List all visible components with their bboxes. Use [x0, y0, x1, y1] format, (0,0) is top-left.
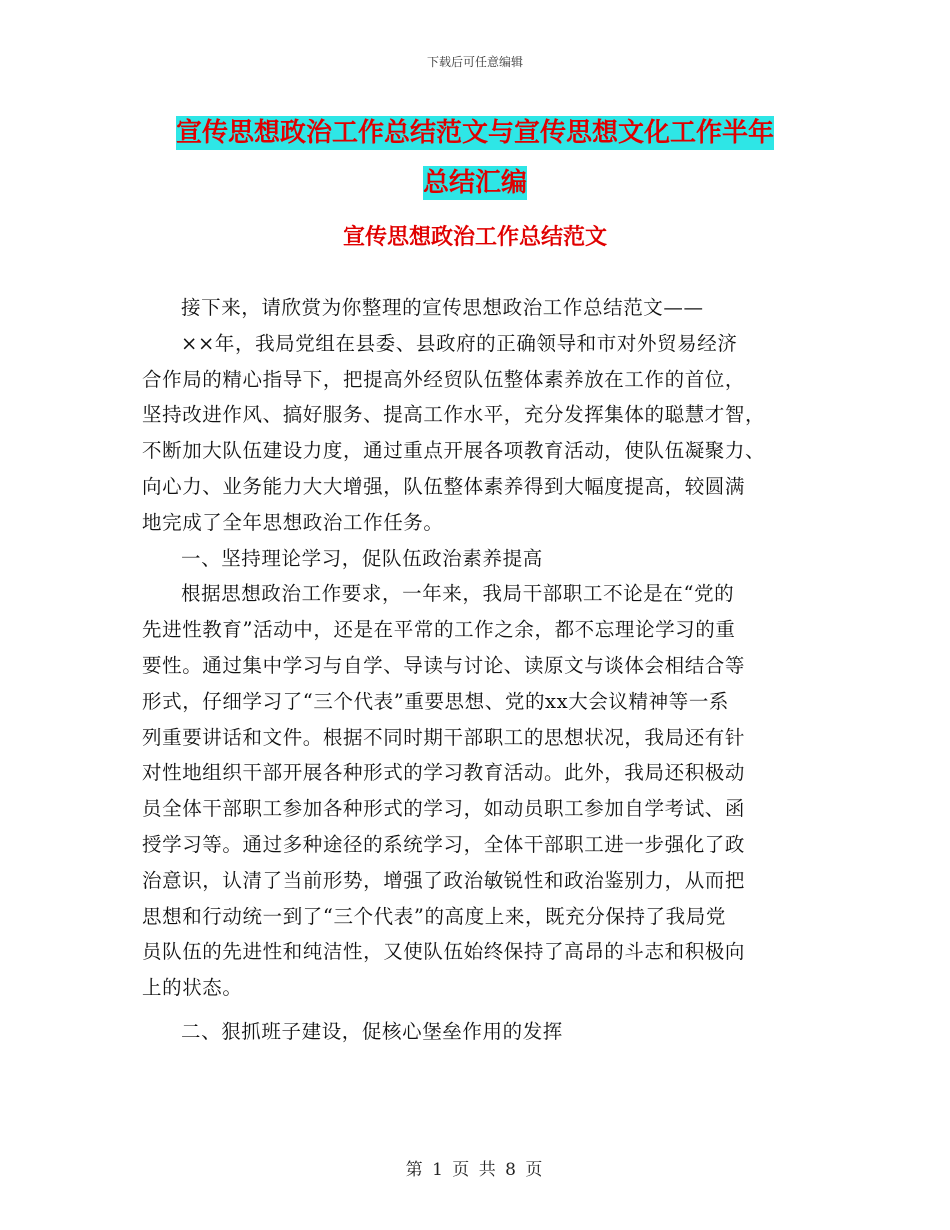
body-line: 授学习等。通过多种途径的系统学习，全体干部职工进一步强化了政 [142, 832, 746, 856]
body-line: 向心力、业务能力大大增强，队伍整体素养得到大幅度提高，较圆满 [142, 474, 746, 498]
body-line: 列重要讲话和文件。根据不同时期干部职工的思想状况，我局还有针 [142, 725, 746, 749]
body-line: 上的状态。 [142, 976, 243, 1000]
section-title: 宣传思想政治工作总结范文 [342, 224, 607, 250]
body-line: 要性。通过集中学习与自学、导读与讨论、读原文与谈体会相结合等 [142, 653, 746, 677]
body-line: 治意识，认清了当前形势，增强了政治敏锐性和政治鉴别力，从而把 [142, 868, 746, 892]
heading-2: 二、狠抓班子建设，促核心堡垒作用的发挥 [181, 1019, 563, 1043]
title-line-2: 总结汇编 [422, 168, 527, 198]
body-line: 员队伍的先进性和纯洁性，又使队伍始终保持了高昂的斗志和积极向 [142, 940, 746, 964]
heading-1: 一、坚持理论学习，促队伍政治素养提高 [181, 546, 543, 570]
body-line: ××年，我局党组在县委、县政府的正确领导和市对外贸易经济 [181, 331, 738, 355]
body-line: 对性地组织干部开展各种形式的学习教育活动。此外，我局还积极动 [142, 761, 746, 785]
body-line: 接下来，请欣赏为你整理的宣传思想政治工作总结范文—— [181, 296, 704, 319]
body-line: 根据思想政治工作要求，一年来，我局干部职工不论是在“党的 [181, 582, 735, 606]
body-line: 坚持改进作风、搞好服务、提高工作水平，充分发挥集体的聪慧才智， [142, 403, 766, 427]
document-body [142, 290, 812, 1050]
body-line: 思想和行动统一到了“三个代表”的高度上来，既充分保持了我局党 [142, 904, 726, 928]
body-line: 员全体干部职工参加各种形式的学习，如动员职工参加自学考试、函 [142, 797, 746, 821]
body-line: 先进性教育”活动中，还是在平常的工作之余，都不忘理论学习的重 [142, 618, 736, 642]
title-line-1: 宣传思想政治工作总结范文与宣传思想文化工作半年 [175, 118, 774, 148]
body-line: 地完成了全年思想政治工作任务。 [142, 510, 444, 534]
body-line: 形式，仔细学习了“三个代表”重要思想、党的xx大会议精神等一系 [142, 689, 730, 713]
body-line: 不断加大队伍建设力度，通过重点开展各项教育活动，使队伍凝聚力、 [142, 439, 766, 463]
page-footer: 第 1 页 共 8 页 [405, 1160, 545, 1180]
document-title [0, 108, 950, 208]
paragraph-gap [142, 1006, 812, 1014]
header-note: 下载后可任意编辑 [426, 55, 523, 69]
body-line: 合作局的精心指导下，把提高外经贸队伍整体素养放在工作的首位， [142, 367, 746, 391]
